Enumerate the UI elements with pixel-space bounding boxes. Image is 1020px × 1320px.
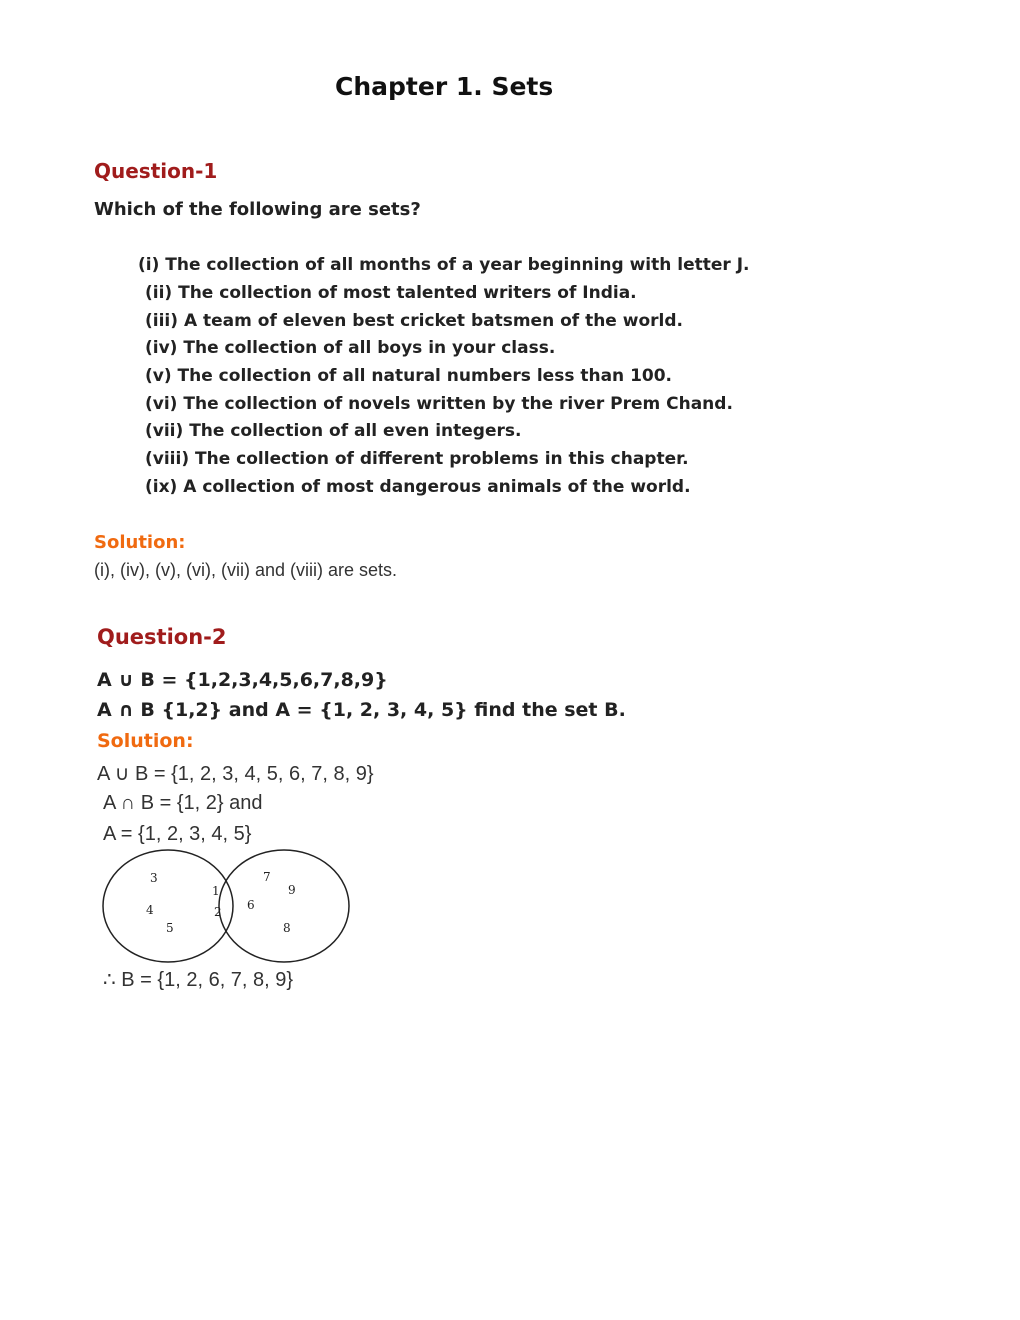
question-1-item: (v) The collection of all natural numbers less than 100. [145, 366, 673, 386]
question-1-item: (viii) The collection of different problems in this chapter. [145, 449, 689, 469]
venn-element: 3 [150, 871, 158, 885]
venn-element: 9 [288, 883, 296, 897]
venn-element: 8 [283, 921, 291, 935]
venn-element: 5 [166, 921, 174, 935]
question-2-heading: Question-2 [97, 625, 227, 649]
question-1-item: (vi) The collection of novels written by the river Prem Chand. [145, 394, 733, 414]
question-2-solution-line: A ∪ B = {1, 2, 3, 4, 5, 6, 7, 8, 9} [97, 763, 374, 785]
question-1-item: (ix) A collection of most dangerous animals of the world. [145, 477, 691, 497]
question-2-prompt-line-1: A ∪ B = {1,2,3,4,5,6,7,8,9} [97, 669, 388, 691]
question-1-item: (iii) A team of eleven best cricket batsmen of the world. [145, 311, 683, 331]
question-2-solution-line: A = {1, 2, 3, 4, 5} [103, 823, 252, 845]
question-2-conclusion: ∴ B = {1, 2, 6, 7, 8, 9} [103, 969, 294, 991]
page-title: Chapter 1. Sets [335, 72, 554, 101]
question-1-heading: Question-1 [94, 159, 218, 183]
venn-element: 4 [146, 903, 154, 917]
question-1-item: (vii) The collection of all even integers. [145, 421, 522, 441]
question-1-item: (ii) The collection of most talented writers of India. [145, 283, 637, 303]
question-1-solution-label: Solution: [94, 532, 186, 553]
venn-element: 7 [263, 870, 271, 884]
question-1-item: (i) The collection of all months of a year beginning with letter J. [138, 255, 750, 275]
venn-diagram [98, 846, 356, 966]
set-b-circle [219, 850, 349, 962]
question-2-solution-label: Solution: [97, 730, 194, 752]
question-2-solution-line: A ∩ B = {1, 2} and [103, 792, 263, 814]
question-1-prompt: Which of the following are sets? [94, 199, 421, 220]
venn-element: 1 [212, 884, 220, 898]
question-1-item: (iv) The collection of all boys in your class. [145, 338, 556, 358]
question-2-prompt-line-2: A ∩ B {1,2} and A = {1, 2, 3, 4, 5} find the set B. [97, 699, 626, 721]
venn-element: 6 [247, 898, 255, 912]
venn-element: 2 [214, 905, 222, 919]
question-1-solution-text: (i), (iv), (v), (vi), (vii) and (viii) are sets. [94, 560, 397, 580]
